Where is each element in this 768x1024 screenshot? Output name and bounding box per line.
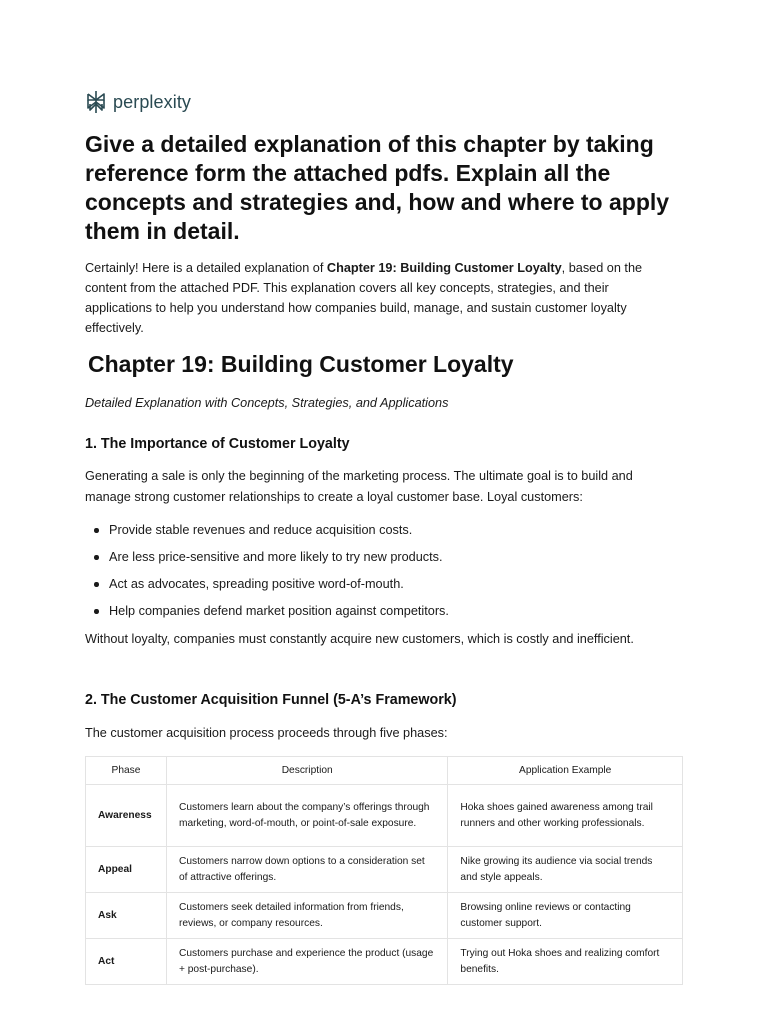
intro-text-after: , based on the content from the attached PDF. This explanation covers all key concepts, strategies, and their applications to help you understand how companies build, manage, and sustain customer loyalty effectively.: [85, 261, 643, 335]
list-item: Act as advocates, spreading positive word-of-mouth.: [85, 574, 449, 601]
list-item: Help companies defend market position against competitors.: [85, 601, 449, 628]
funnel-phases-table: [85, 756, 683, 985]
description-cell: Customers purchase and experience the product (usage + post-purchase).: [166, 939, 447, 985]
list-item: Provide stable revenues and reduce acquisition costs.: [85, 520, 449, 547]
table-header-example: Application Example: [448, 757, 683, 785]
example-cell: Nike growing its audience via social trends and style appeals.: [448, 847, 683, 893]
table-row: [86, 785, 683, 847]
table-row: [86, 847, 683, 893]
intro-paragraph: [85, 258, 675, 338]
description-cell: Customers seek detailed information from friends, reviews, or company resources.: [166, 893, 447, 939]
perplexity-logo: [85, 90, 191, 114]
chapter-title: Chapter 19: Building Customer Loyalty: [88, 351, 514, 377]
example-cell: Hoka shoes gained awareness among trail runners and other working professionals.: [448, 785, 683, 847]
perplexity-icon: [85, 90, 107, 114]
table-header-description: Description: [166, 757, 447, 785]
section-1-closing: Without loyalty, companies must constantly acquire new customers, which is costly and inefficient.: [85, 632, 634, 646]
example-cell: Browsing online reviews or contacting customer support.: [448, 893, 683, 939]
phase-cell: Appeal: [86, 847, 167, 893]
intro-text-before: Certainly! Here is a detailed explanation of: [85, 261, 327, 275]
chapter-subtitle: Detailed Explanation with Concepts, Strategies, and Applications: [85, 396, 449, 410]
user-query: Give a detailed explanation of this chapter by taking reference form the attached pdfs. Explain all the concepts and strategies and, how and where to apply them in detail.: [85, 131, 670, 244]
phase-cell: Ask: [86, 893, 167, 939]
table-header-phase: Phase: [86, 757, 167, 785]
description-cell: Customers narrow down options to a consideration set of attractive offerings.: [166, 847, 447, 893]
loyal-customers-list: [85, 520, 449, 628]
intro-bold-chapter: Chapter 19: Building Customer Loyalty: [326, 261, 562, 275]
phase-cell: Act: [86, 939, 167, 985]
table-header-row: [86, 757, 683, 785]
section-2-paragraph: The customer acquisition process proceeds through five phases:: [85, 726, 448, 740]
list-item: Are less price-sensitive and more likely to try new products.: [85, 547, 449, 574]
description-cell: Customers learn about the company’s offerings through marketing, word-of-mouth, or point-of-sale exposure.: [166, 785, 447, 847]
table-row: [86, 893, 683, 939]
section-1-paragraph: Generating a sale is only the beginning of the marketing process. The ultimate goal is to build and manage strong customer relationships to create a loyal customer base. Loyal customers:: [85, 469, 633, 504]
example-cell: Trying out Hoka shoes and realizing comfort benefits.: [448, 939, 683, 985]
section-2-heading: 2. The Customer Acquisition Funnel (5-A’s Framework): [85, 692, 457, 708]
section-1-heading: 1. The Importance of Customer Loyalty: [85, 436, 350, 452]
brand-name: perplexity: [113, 91, 192, 112]
phase-cell: Awareness: [86, 785, 167, 847]
table-row: [86, 939, 683, 985]
